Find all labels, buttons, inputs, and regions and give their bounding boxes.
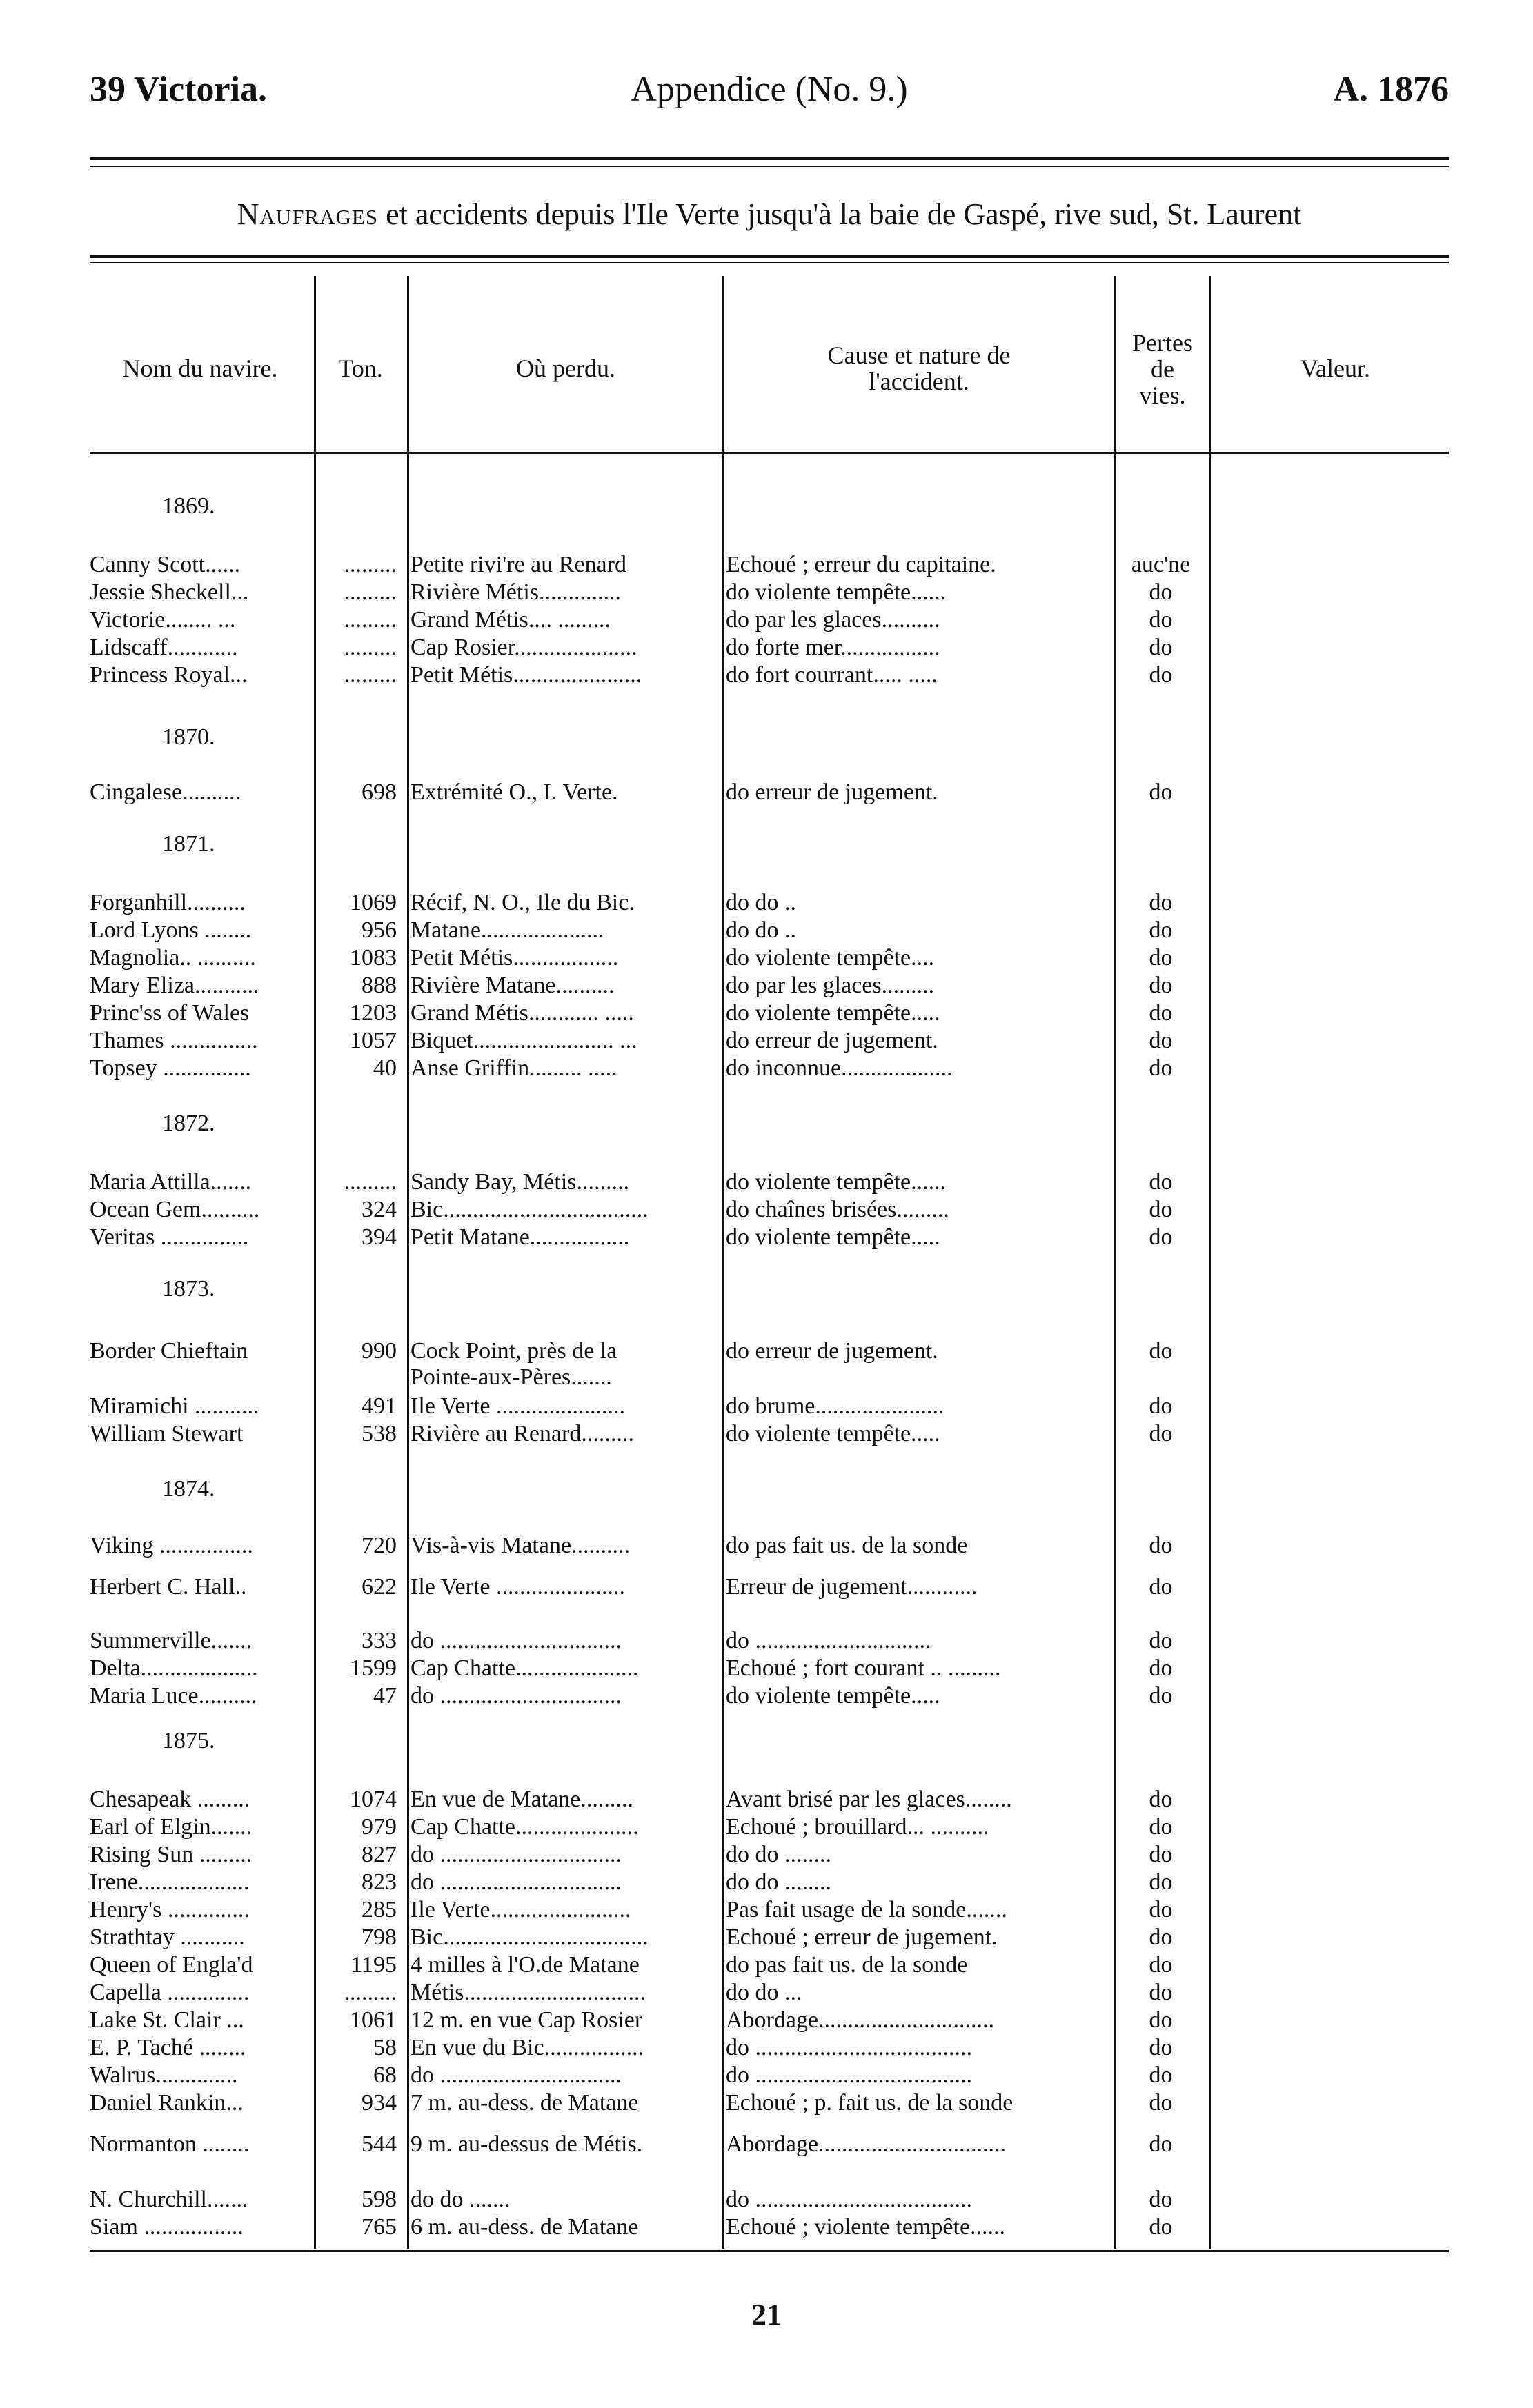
table-row — [0, 2131, 1533, 2159]
lives-lost: do — [1149, 779, 1173, 805]
lives-lost: do — [1149, 1869, 1173, 1895]
lives-lost: do — [1149, 1787, 1173, 1812]
tonnage: 58 — [373, 2035, 397, 2060]
tonnage: 68 — [373, 2062, 397, 2088]
ship-name: Topsey ............... — [90, 1055, 251, 1081]
cause: do violente tempête..... — [726, 1000, 940, 1026]
location: Grand Métis............ ..... — [411, 1000, 634, 1026]
ship-name: Lidscaff............ — [90, 635, 238, 660]
table-row — [0, 1533, 1533, 1560]
cause: do do ........ — [726, 1869, 831, 1895]
cause: do chaînes brisées......... — [726, 1197, 949, 1222]
ship-name: Magnolia.. .......... — [90, 945, 256, 971]
year-label: 1872. — [162, 1111, 215, 1136]
table-row — [0, 1924, 1533, 1952]
ship-name: Siam ................. — [90, 2214, 244, 2240]
tonnage: 1599 — [350, 1655, 397, 1681]
table-row — [0, 1897, 1533, 1924]
column-header-cause — [726, 342, 1112, 395]
lives-lost: do — [1149, 1628, 1173, 1653]
lives-lost: do — [1149, 1055, 1173, 1081]
cause: do erreur de jugement. — [726, 1338, 938, 1364]
ship-name: Ocean Gem.......... — [90, 1197, 260, 1222]
cause-header-line: Cause et nature de — [827, 341, 1011, 369]
location: 9 m. au-dessus de Métis. — [411, 2131, 643, 2157]
tonnage: 544 — [362, 2131, 397, 2157]
lives-lost: do — [1149, 1924, 1173, 1950]
cause: do par les glaces.......... — [726, 607, 940, 633]
cause: do do ... — [726, 1980, 802, 2005]
column-header-lives — [1118, 330, 1207, 408]
lives-lost: do — [1149, 1197, 1173, 1222]
tonnage: 888 — [362, 973, 397, 998]
lives-header-line: vies. — [1139, 381, 1186, 409]
location: 4 milles à l'O.de Matane — [411, 1952, 640, 1978]
tonnage: ......... — [344, 607, 397, 633]
cause: Abordage.............................. — [726, 2007, 995, 2033]
lives-header-line: Pertes — [1132, 329, 1193, 357]
table-row — [0, 779, 1533, 807]
ship-name: Strathtay ........... — [90, 1924, 245, 1950]
location: Cap Chatte..................... — [411, 1655, 639, 1681]
cause: Echoué ; violente tempête...... — [726, 2214, 1006, 2240]
ship-name: Lord Lyons ........ — [90, 917, 252, 943]
tonnage: 823 — [362, 1869, 397, 1895]
location: do ............................... — [411, 1628, 622, 1653]
location: 6 m. au-dess. de Matane — [411, 2214, 639, 2240]
location: do ............................... — [411, 2062, 622, 2088]
location: Bic................................... — [411, 1197, 649, 1222]
table-row — [0, 1869, 1533, 1897]
location: Ile Verte ...................... — [411, 1393, 625, 1419]
year-label: 1874. — [162, 1476, 215, 1502]
table-row — [0, 917, 1533, 945]
cause: Echoué ; brouillard... .......... — [726, 1814, 989, 1840]
cause: Echoué ; p. fait us. de la sonde — [726, 2090, 1013, 2116]
table-row — [0, 1028, 1533, 1055]
ship-name: Princess Royal... — [90, 662, 248, 688]
tonnage: 765 — [362, 2214, 397, 2240]
lives-lost: do — [1149, 1000, 1173, 1026]
ship-name: Maria Luce.......... — [90, 1683, 257, 1709]
ship-name: Daniel Rankin... — [90, 2090, 244, 2116]
location: Récif, N. O., Ile du Bic. — [411, 890, 635, 915]
table-row — [0, 973, 1533, 1000]
table-row — [0, 2187, 1533, 2214]
cause: do pas fait us. de la sonde — [726, 1533, 968, 1558]
ship-name: Mary Eliza........... — [90, 973, 259, 998]
tonnage: 979 — [362, 1814, 397, 1840]
table-row — [0, 1421, 1533, 1449]
cause: do ..................................... — [726, 2035, 972, 2060]
header-year: A. 1876 — [1333, 70, 1449, 109]
table-row — [0, 1655, 1533, 1683]
lives-lost: do — [1149, 1683, 1173, 1709]
lives-lost: do — [1149, 662, 1173, 688]
lives-lost: do — [1149, 1169, 1173, 1195]
lives-lost: do — [1149, 2090, 1173, 2116]
tonnage: ......... — [344, 635, 397, 660]
tonnage: 1083 — [350, 945, 397, 971]
lives-lost: do — [1149, 1393, 1173, 1419]
tonnage: 491 — [362, 1393, 397, 1419]
table-row — [0, 1683, 1533, 1711]
cause: do brume...................... — [726, 1393, 944, 1419]
cause: do violente tempête.... — [726, 945, 935, 971]
location: Sandy Bay, Métis......... — [411, 1169, 630, 1195]
tonnage: 934 — [362, 2090, 397, 2116]
year-label: 1869. — [162, 493, 215, 519]
table-row — [0, 1338, 1533, 1366]
table-row — [0, 890, 1533, 917]
title-lead: Naufrages — [237, 197, 379, 231]
table-row — [0, 2090, 1533, 2118]
table-row — [0, 1814, 1533, 1842]
cause: Echoué ; fort courant .. ......... — [726, 1655, 1001, 1681]
location: do ............................... — [411, 1683, 622, 1709]
cause: Echoué ; erreur du capitaine. — [726, 552, 996, 577]
tonnage: 598 — [362, 2187, 397, 2212]
tonnage: 285 — [362, 1897, 397, 1922]
tonnage: 1195 — [350, 1952, 397, 1978]
ship-name: Delta.................... — [90, 1655, 258, 1681]
tonnage: ......... — [344, 552, 397, 577]
lives-lost: do — [1149, 635, 1173, 660]
location: Biquet........................ ... — [411, 1028, 637, 1053]
location: Bic................................... — [411, 1924, 649, 1950]
lives-lost: do — [1149, 1655, 1173, 1681]
lives-lost: do — [1149, 1952, 1173, 1978]
location: En vue du Bic................. — [411, 2035, 644, 2060]
year-label: 1875. — [162, 1728, 215, 1753]
cause-header-line: l'accident. — [869, 368, 969, 395]
cause: Pas fait usage de la sonde....... — [726, 1897, 1007, 1922]
table-row — [0, 1628, 1533, 1655]
location: Petite rivi're au Renard — [411, 552, 626, 577]
lives-lost: do — [1149, 1574, 1173, 1600]
table-row — [0, 1055, 1533, 1083]
table-row — [0, 945, 1533, 973]
tonnage: 394 — [362, 1224, 397, 1250]
lives-lost: do — [1149, 1338, 1173, 1364]
tonnage: 1061 — [350, 2007, 397, 2033]
cause: Erreur de jugement............ — [726, 1574, 978, 1600]
lives-lost: do — [1149, 890, 1173, 915]
location: Vis-à-vis Matane.......... — [411, 1533, 631, 1558]
table-row — [0, 1952, 1533, 1980]
lives-lost: do — [1149, 1897, 1173, 1922]
running-header — [90, 69, 1449, 117]
lives-lost: do — [1149, 1980, 1173, 2005]
tonnage: 720 — [362, 1533, 397, 1558]
ship-name: Victorie........ ... — [90, 607, 236, 633]
tonnage: 538 — [362, 1421, 397, 1446]
location: do ............................... — [411, 1869, 622, 1895]
column-header-value: Valeur. — [1300, 355, 1370, 382]
location: Pointe-aux-Pères....... — [411, 1364, 612, 1390]
column-header-ton: Ton. — [338, 355, 383, 382]
ship-name: Viking ................ — [90, 1533, 253, 1558]
ship-name: Forganhill.......... — [90, 890, 246, 915]
tonnage: 333 — [362, 1628, 397, 1653]
ship-name: Earl of Elgin....... — [90, 1814, 253, 1840]
cause: do ..................................... — [726, 2062, 972, 2088]
ship-name: Miramichi ........... — [90, 1393, 259, 1419]
cause: do do .. — [726, 890, 796, 915]
cause: do pas fait us. de la sonde — [726, 1952, 968, 1978]
table-row — [0, 635, 1533, 662]
location: do do ....... — [411, 2187, 511, 2212]
table-row — [0, 1393, 1533, 1421]
table-row — [0, 1000, 1533, 1028]
location: Extrémité O., I. Verte. — [411, 779, 618, 805]
header-appendix: Appendice (No. 9.) — [631, 70, 908, 109]
table-row — [0, 1842, 1533, 1869]
ship-name: N. Churchill....... — [90, 2187, 248, 2212]
ship-name: Lake St. Clair ... — [90, 2007, 244, 2033]
tonnage: 1203 — [350, 1000, 397, 1026]
lives-lost: do — [1149, 1814, 1173, 1840]
column-header-where: Où perdu. — [516, 355, 615, 382]
tonnage: 324 — [362, 1197, 397, 1222]
table-row — [0, 2214, 1533, 2242]
tonnage: 47 — [373, 1683, 397, 1709]
table-row — [0, 607, 1533, 635]
tonnage: 827 — [362, 1842, 397, 1867]
cause: do inconnue................... — [726, 1055, 953, 1081]
cause: do ..................................... — [726, 2187, 972, 2212]
table-bottom-rule — [90, 2250, 1449, 2252]
ship-name: Walrus.............. — [90, 2062, 238, 2088]
ship-name: Canny Scott...... — [90, 552, 241, 577]
tonnage: 1069 — [350, 890, 397, 915]
ship-name: Henry's .............. — [90, 1897, 250, 1922]
tonnage: ......... — [344, 662, 397, 688]
tonnage: 1057 — [350, 1028, 397, 1053]
ship-name: E. P. Taché ........ — [90, 2035, 246, 2060]
table-row — [0, 662, 1533, 690]
table-row — [0, 1197, 1533, 1224]
cause: do violente tempête..... — [726, 1421, 940, 1446]
tonnage: 956 — [362, 917, 397, 943]
table-row — [0, 1574, 1533, 1602]
year-label: 1871. — [162, 831, 215, 857]
ship-name: William Stewart — [90, 1421, 244, 1446]
table-row — [0, 579, 1533, 607]
cause: do .............................. — [726, 1628, 931, 1653]
cause: Abordage................................ — [726, 2131, 1007, 2157]
location: Rivière au Renard......... — [411, 1421, 634, 1446]
location: Métis............................... — [411, 1980, 646, 2005]
header-rule-bottom — [90, 166, 1449, 167]
location: Ile Verte........................ — [411, 1897, 631, 1922]
tonnage: 698 — [362, 779, 397, 805]
table-row — [0, 2035, 1533, 2062]
title-rule-bottom — [90, 262, 1449, 263]
lives-lost: do — [1149, 2007, 1173, 2033]
ship-name: Border Chieftain — [90, 1338, 248, 1364]
table-row — [0, 1787, 1533, 1814]
lives-lost: do — [1149, 1842, 1173, 1867]
cause: Avant brisé par les glaces........ — [726, 1787, 1012, 1812]
cause: do violente tempête..... — [726, 1683, 940, 1709]
ship-name: Summerville....... — [90, 1628, 253, 1653]
tonnage: ......... — [344, 1169, 397, 1195]
lives-lost: do — [1149, 1533, 1173, 1558]
lives-lost: do — [1149, 945, 1173, 971]
table-row — [0, 1600, 1533, 1628]
ship-name: Normanton ........ — [90, 2131, 250, 2157]
tonnage: 990 — [362, 1338, 397, 1364]
cause: do do .. — [726, 917, 796, 943]
cause: do do ........ — [726, 1842, 831, 1867]
ship-name: Veritas ............... — [90, 1224, 249, 1250]
location: Petit Métis...................... — [411, 662, 642, 688]
table-row — [0, 1169, 1533, 1197]
location: En vue de Matane......... — [411, 1787, 633, 1812]
location: 12 m. en vue Cap Rosier — [411, 2007, 643, 2033]
location: Grand Métis.... ......... — [411, 607, 611, 633]
location: Matane..................... — [411, 917, 604, 943]
tonnage: 798 — [362, 1924, 397, 1950]
header-rule-top — [90, 157, 1449, 160]
cause: do par les glaces......... — [726, 973, 935, 998]
location: Cap Rosier..................... — [411, 635, 637, 660]
table-row — [0, 2158, 1533, 2185]
table-title — [90, 197, 1449, 232]
tonnage: 40 — [373, 1055, 397, 1081]
ship-name: Thames ............... — [90, 1028, 258, 1053]
ship-name: Irene................... — [90, 1869, 250, 1895]
cause: do violente tempête..... — [726, 1224, 940, 1250]
lives-lost: do — [1149, 2035, 1173, 2060]
lives-lost: do — [1149, 579, 1173, 605]
tonnage: ......... — [344, 579, 397, 605]
cause: Echoué ; erreur de jugement. — [726, 1924, 998, 1950]
ship-name: Chesapeak ......... — [90, 1787, 250, 1812]
cause: do erreur de jugement. — [726, 1028, 938, 1053]
lives-lost: do — [1149, 2214, 1173, 2240]
location: Petit Matane................. — [411, 1224, 630, 1250]
location: do ............................... — [411, 1842, 622, 1867]
location: Anse Griffin......... ..... — [411, 1055, 617, 1081]
lives-lost: do — [1149, 1224, 1173, 1250]
ship-name: Cingalese.......... — [90, 779, 241, 805]
lives-lost: do — [1149, 1421, 1173, 1446]
table-row — [0, 2062, 1533, 2090]
location: Cap Chatte..................... — [411, 1814, 639, 1840]
cause: do violente tempête...... — [726, 579, 947, 605]
cause: do fort courrant..... ..... — [726, 662, 938, 688]
ship-name: Herbert C. Hall.. — [90, 1574, 247, 1600]
header-bottom-rule — [90, 452, 1449, 454]
table-row — [0, 552, 1533, 579]
title-rule-top — [90, 255, 1449, 258]
cause: do forte mer................. — [726, 635, 940, 660]
table-row — [0, 1224, 1533, 1252]
lives-lost: do — [1149, 2187, 1173, 2212]
ship-name: Rising Sun ......... — [90, 1842, 253, 1867]
lives-lost: do — [1149, 973, 1173, 998]
table-row — [0, 1364, 1533, 1392]
table-row — [0, 2007, 1533, 2035]
cause: do erreur de jugement. — [726, 779, 938, 805]
table-row — [0, 1980, 1533, 2007]
header-session: 39 Victoria. — [90, 70, 268, 109]
lives-lost: do — [1149, 607, 1173, 633]
ship-name: Princ'ss of Wales — [90, 1000, 250, 1026]
location: Rivière Métis.............. — [411, 579, 622, 605]
ship-name: Queen of Engla'd — [90, 1952, 253, 1978]
lives-lost: do — [1149, 2131, 1173, 2157]
location: Ile Verte ...................... — [411, 1574, 625, 1600]
lives-header-line: de — [1151, 355, 1174, 383]
lives-lost: auc'ne — [1131, 552, 1191, 577]
tonnage: 622 — [362, 1574, 397, 1600]
ship-name: Jessie Sheckell... — [90, 579, 249, 605]
cause: do violente tempête...... — [726, 1169, 947, 1195]
tonnage: ......... — [344, 1980, 397, 2005]
lives-lost: do — [1149, 917, 1173, 943]
location: Cock Point, près de la — [411, 1338, 617, 1364]
lives-lost: do — [1149, 1028, 1173, 1053]
lives-lost: do — [1149, 2062, 1173, 2088]
column-header-name: Nom du navire. — [122, 355, 278, 382]
title-rest: et accidents depuis l'Ile Verte jusqu'à la baie de Gaspé, rive sud, St. Laurent — [378, 197, 1302, 231]
page-number: 21 — [751, 2298, 782, 2331]
tonnage: 1074 — [350, 1787, 397, 1812]
ship-name: Capella .............. — [90, 1980, 250, 2005]
year-label: 1873. — [162, 1276, 215, 1302]
year-label: 1870. — [162, 724, 215, 750]
location: Rivière Matane.......... — [411, 973, 615, 998]
ship-name: Maria Attilla....... — [90, 1169, 252, 1195]
location: Petit Métis.................. — [411, 945, 619, 971]
location: 7 m. au-dess. de Matane — [411, 2090, 639, 2116]
